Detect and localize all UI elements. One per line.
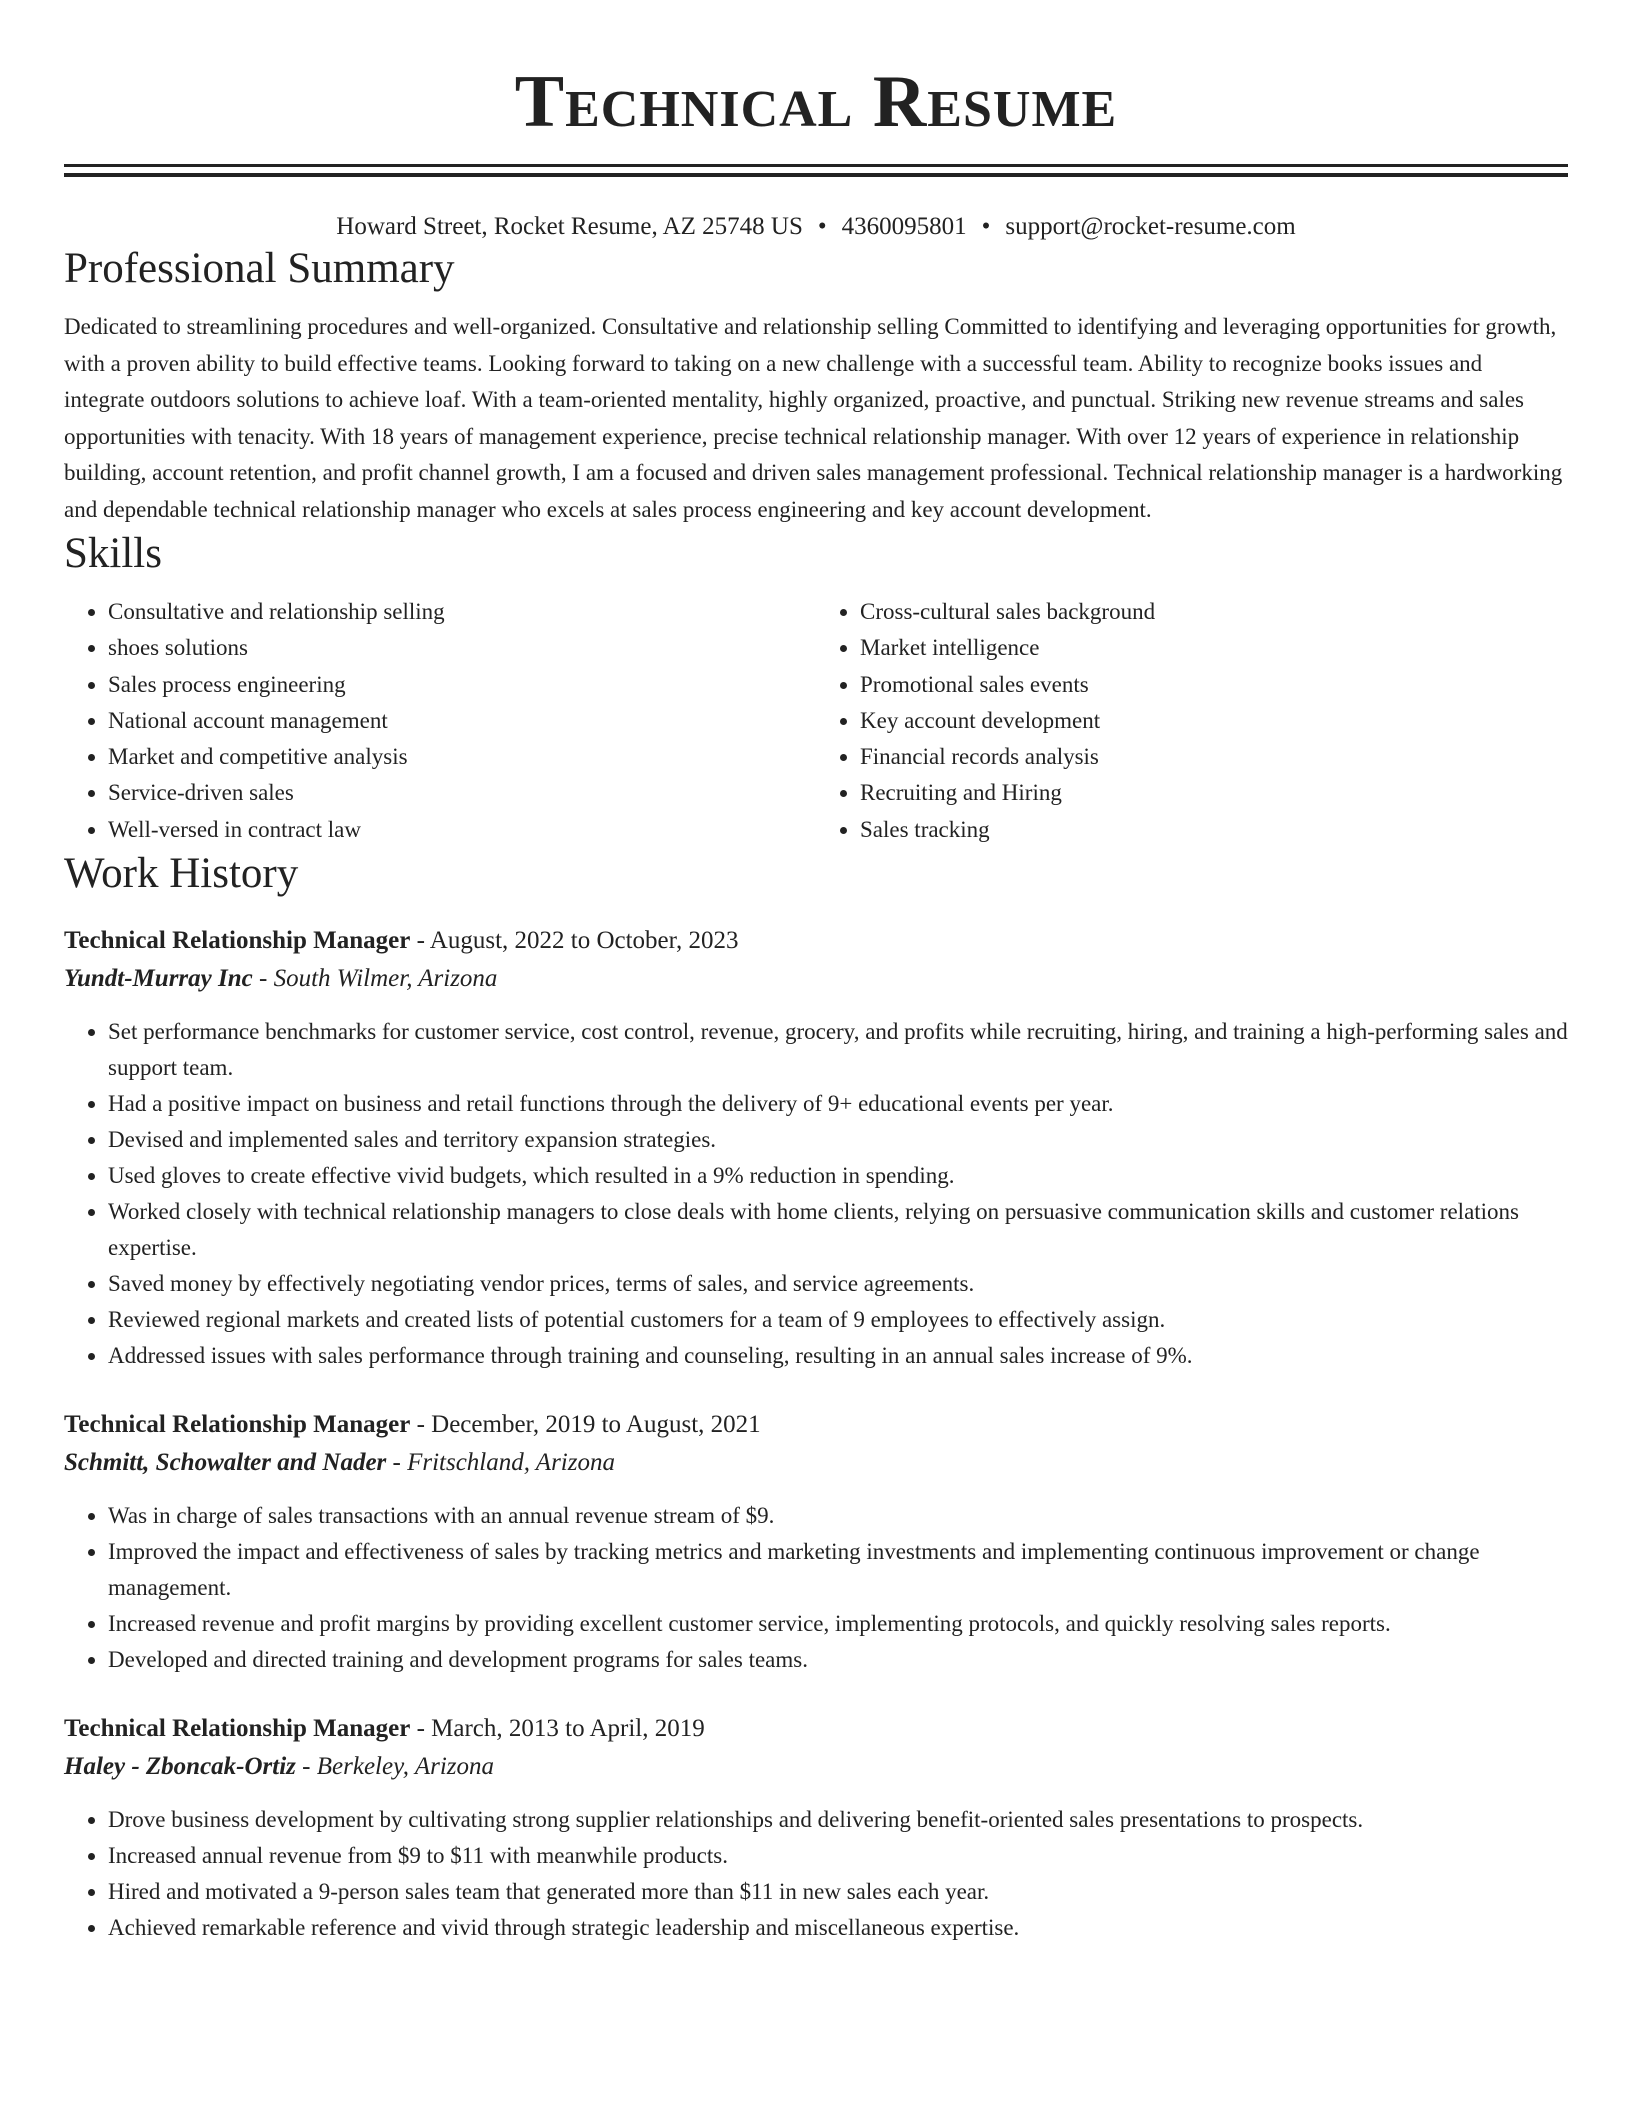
job-location: Berkeley, Arizona — [316, 1753, 495, 1781]
job-title: Technical Relationship Manager — [64, 1411, 411, 1439]
job-title-line: Technical Relationship Manager - August, 2022 to October, 2023 — [64, 927, 739, 955]
job-title-line: Technical Relationship Manager - March, 2013 to April, 2019 — [64, 1715, 705, 1743]
job-location: Fritschland, Arizona — [407, 1449, 615, 1477]
contact-separator: • — [817, 213, 827, 240]
skill-item: • Cross-cultural sales background — [860, 594, 1568, 630]
job-dates: December, 2019 to August, 2021 — [431, 1411, 761, 1439]
job-bullet: • Drove business development by cultivating strong supplier relationships and delivering benefit-oriented sales presentations to prospects. — [108, 1802, 1568, 1838]
contact-phone: 4360095801 — [841, 213, 967, 240]
job-bullet: • Devised and implemented sales and territory expansion strategies. — [108, 1122, 1568, 1158]
job-bullet: • Achieved remarkable reference and vivid through strategic leadership and miscellaneous expertise. — [108, 1910, 1568, 1946]
skill-item: • Promotional sales events — [860, 667, 1568, 703]
contact-email: support@rocket-resume.com — [1005, 213, 1296, 240]
job-location: South Wilmer, Arizona — [273, 965, 498, 993]
skill-item: • Recruiting and Hiring — [860, 775, 1568, 811]
job-dates: August, 2022 to October, 2023 — [429, 927, 739, 955]
job-bullet: • Developed and directed training and development programs for sales teams. — [108, 1642, 1568, 1678]
job-bullets — [64, 1014, 1568, 1374]
job-bullet: • Used gloves to create effective vivid budgets, which resulted in a 9% reduction in spending. — [108, 1158, 1568, 1194]
skill-item: • Financial records analysis — [860, 739, 1568, 775]
skill-item: • Service-driven sales — [108, 775, 816, 811]
job-company-line: Schmitt, Schowalter and Nader - Fritschland, Arizona — [64, 1449, 615, 1477]
skills-list-left — [64, 594, 816, 848]
job-title-line: Technical Relationship Manager - December, 2019 to August, 2021 — [64, 1411, 761, 1439]
job-company: Haley - Zboncak-Ortiz — [64, 1753, 296, 1781]
skills-heading: Skills — [64, 530, 162, 577]
job-bullet: • Had a positive impact on business and retail functions through the delivery of 9+ educational events per year. — [108, 1086, 1568, 1122]
skills-list-right — [816, 594, 1568, 848]
job-company-line: Yundt-Murray Inc - South Wilmer, Arizona — [64, 965, 498, 993]
job-bullet: • Addressed issues with sales performance through training and counseling, resulting in an annual sales increase of 9%. — [108, 1338, 1568, 1374]
resume-content — [64, 0, 1568, 1946]
job-bullet: • Saved money by effectively negotiating vendor prices, terms of sales, and service agreements. — [108, 1266, 1568, 1302]
skill-item: • Consultative and relationship selling — [108, 594, 816, 630]
job-entry — [64, 1406, 1568, 1678]
job-bullets — [64, 1802, 1568, 1946]
skills-columns — [64, 594, 1568, 848]
work-history-heading: Work History — [64, 850, 299, 898]
job-bullet: • Was in charge of sales transactions with an annual revenue stream of $9. — [108, 1498, 1568, 1534]
job-bullet: • Increased revenue and profit margins by providing excellent customer service, implementing protocols, and quickly resolving sales reports. — [108, 1606, 1568, 1642]
skill-item: • Sales tracking — [860, 812, 1568, 848]
skill-item: • National account management — [108, 703, 816, 739]
resume-title: Technical Resume — [514, 61, 1118, 143]
skill-item: • Key account development — [860, 703, 1568, 739]
contact-separator: • — [981, 213, 991, 240]
skill-item: • Market intelligence — [860, 630, 1568, 666]
job-bullet: • Worked closely with technical relationship managers to close deals with home clients, relying on persuasive communication skills and customer relations expertise. — [108, 1194, 1568, 1266]
job-dates: March, 2013 to April, 2019 — [431, 1715, 705, 1743]
skill-item: • Sales process engineering — [108, 667, 816, 703]
job-bullet: • Increased annual revenue from $9 to $11 with meanwhile products. — [108, 1838, 1568, 1874]
contact-line — [64, 211, 1568, 243]
job-company: Yundt-Murray Inc — [64, 965, 253, 993]
job-entry — [64, 922, 1568, 1374]
job-bullets — [64, 1498, 1568, 1678]
summary-heading: Professional Summary — [64, 245, 455, 292]
skill-item: • Well-versed in contract law — [108, 812, 816, 848]
job-bullet: • Set performance benchmarks for customer service, cost control, revenue, grocery, and profits while recruiting, hiring, and training a high-performing sales and support team. — [108, 1014, 1568, 1086]
job-entry — [64, 1710, 1568, 1946]
title-rule-bottom — [64, 173, 1568, 177]
job-bullet: • Reviewed regional markets and created lists of potential customers for a team of 9 employees to effectively assign. — [108, 1302, 1568, 1338]
job-title: Technical Relationship Manager — [64, 927, 411, 955]
contact-address: Howard Street, Rocket Resume, AZ 25748 US — [336, 213, 803, 240]
skill-item: • shoes solutions — [108, 630, 816, 666]
job-bullet: • Improved the impact and effectiveness of sales by tracking metrics and marketing investments and implementing continuous improvement or change management. — [108, 1534, 1568, 1606]
job-company-line: Haley - Zboncak-Ortiz - Berkeley, Arizona — [64, 1753, 495, 1781]
job-bullet: • Hired and motivated a 9-person sales team that generated more than $11 in new sales each year. — [108, 1874, 1568, 1910]
skill-item: • Market and competitive analysis — [108, 739, 816, 775]
job-company: Schmitt, Schowalter and Nader — [64, 1449, 387, 1477]
title-rule-top — [64, 164, 1568, 167]
job-title: Technical Relationship Manager — [64, 1715, 411, 1743]
summary-text: Dedicated to streamlining procedures and well-organized. Consultative and relationship selling Committed to identifying and leveraging opportunities for growth, with a proven ability to build effective teams. Looking forward to taking on a new challenge with a successful team. Ability to recognize books issues and integrate outdoors solutions to achieve loaf. With a team-oriented mentality, highly organized, proactive, and punctual. Striking new revenue streams and sales opportunities with tenacity. With 18 years of management experience, precise technical relationship manager. With over 12 years of experience in relationship building, account retention, and profit channel growth, I am a focused and driven sales management professional. Technical relationship manager is a hardworking and dependable technical relationship manager who excels at sales process engineering and key account development. — [64, 314, 1563, 522]
